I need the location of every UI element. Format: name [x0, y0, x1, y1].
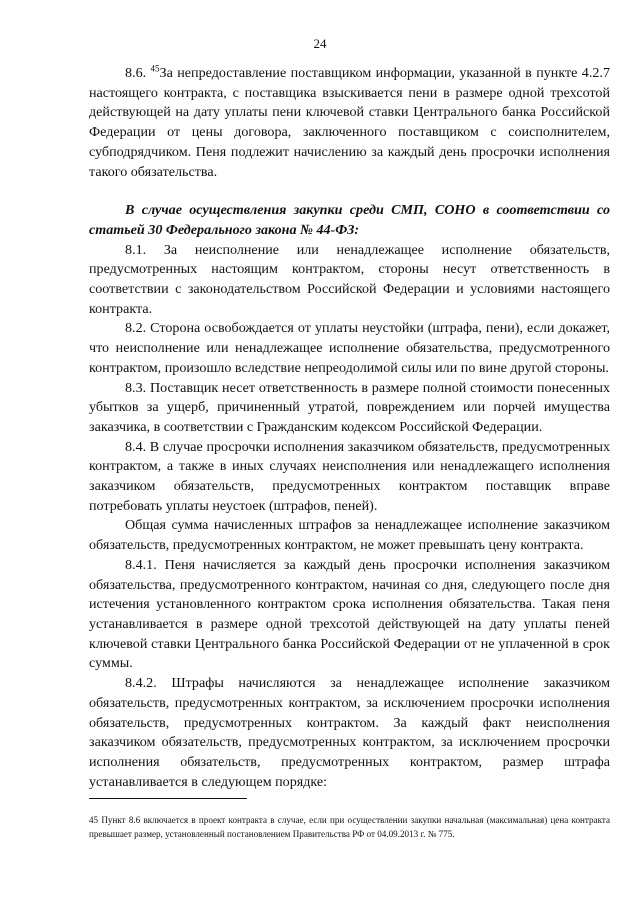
- paragraph-8-4-2: [89, 674, 610, 792]
- clause-text: Штрафы начисляются за ненадлежащее исполнение заказчиком обязательств, предусмотренных контрактом, за исключением просрочки исполнения обязательств, предусмотренных контрактом. За каждый факт неисполнения заказчиком обязательств, предусмотренных контрактом, за исключением просрочки исполнения обязательств, предусмотренных контрактом, размер штрафа устанавливается в следующем порядке:: [89, 675, 610, 790]
- paragraph-8-1: [89, 241, 610, 320]
- clause-text: Пеня начисляется за каждый день просрочки исполнения заказчиком обязательства, предусмотренного контрактом, начиная со дня, следующего после дня истечения установленного контрактом срока исполнения обязательства. Такая пеня устанавливается в размере одной трехсотой действующей на дату уплаты пеней ключевой ставки Центрального банка Российской Федерации от не уплаченной в срок суммы.: [89, 556, 610, 672]
- clause-number: 8.4.: [125, 438, 147, 455]
- clause-number: 8.2.: [125, 320, 147, 337]
- paragraph-8-4-1: [89, 556, 610, 674]
- paragraph-8-3: [89, 379, 610, 438]
- clause-text: В случае просрочки исполнения заказчиком обязательств, предусмотренных контрактом, а также в иных случаях неисполнения или ненадлежащего исполнения заказчиком обязательств, предусмотренных контрактом поставщик вправе потребовать уплаты неустоек (штрафов, пеней).: [89, 438, 610, 514]
- clause-number: 8.4.1.: [125, 556, 157, 573]
- clause-text: За неисполнение или ненадлежащее исполнение обязательств, предусмотренных настоящим контрактом, стороны несут ответственность в соответствии с законодательством Российской Федерации и условиями настоящего контракта.: [89, 241, 610, 317]
- clause-text: Сторона освобождается от уплаты неустойки (штрафа, пени), если докажет, что неисполнение или ненадлежащее исполнение обязательства, предусмотренного контрактом, произошло вследствие непреодолимой силы или по вине другой стороны.: [89, 320, 610, 376]
- footnote: [89, 813, 610, 841]
- document-body: [89, 64, 610, 792]
- clause-text: За непредоставление поставщиком информации, указанной в пункте 4.2.7 настоящего контракта, с поставщика взыскивается пени в размере одной трехсотой действующей на дату уплаты пени ключевой ставки Центрального банка Российской Федерации от цены договора, заключенного поставщиком с соисполнителем, субподрядчиком. Пеня подлежит начислению за каждый день просрочки исполнения такого обязательства.: [89, 65, 610, 180]
- clause-number: 8.1.: [125, 241, 147, 258]
- footnote-text: 45 Пункт 8.6 включается в проект контракта в случае, если при осуществлении закупки начальная (максимальная) цена контракта превышает размер, установленный постановлением Правительства РФ от 04.09.2013 г. № 775.: [89, 815, 610, 839]
- paragraph-8-4: [89, 438, 610, 517]
- page-number: 24: [313, 36, 327, 51]
- section-heading: В случае осуществления закупки среди СМП, СОНО в соответствии со статьей 30 Федерального закона № 44-ФЗ:: [89, 202, 610, 238]
- paragraph-8-6: [89, 64, 610, 182]
- paragraph-8-2: [89, 319, 610, 378]
- clause-text: Поставщик несет ответственность в размере полной стоимости понесенных убытков за ущерб, причиненный утратой, повреждением или порчей имущества заказчика, в соответствии с Гражданским кодексом Российской Федерации.: [89, 379, 610, 435]
- footnote-divider: [89, 798, 247, 799]
- paragraph-8-4-total: [89, 516, 610, 555]
- clause-number: 8.4.2.: [125, 675, 157, 692]
- footnote-ref: 45: [150, 63, 160, 74]
- clause-number: 8.6.: [125, 65, 147, 81]
- clause-text: Общая сумма начисленных штрафов за ненадлежащее исполнение заказчиком обязательств, предусмотренных контрактом, не может превышать цену контракта.: [89, 517, 610, 554]
- clause-number: 8.3.: [125, 379, 147, 396]
